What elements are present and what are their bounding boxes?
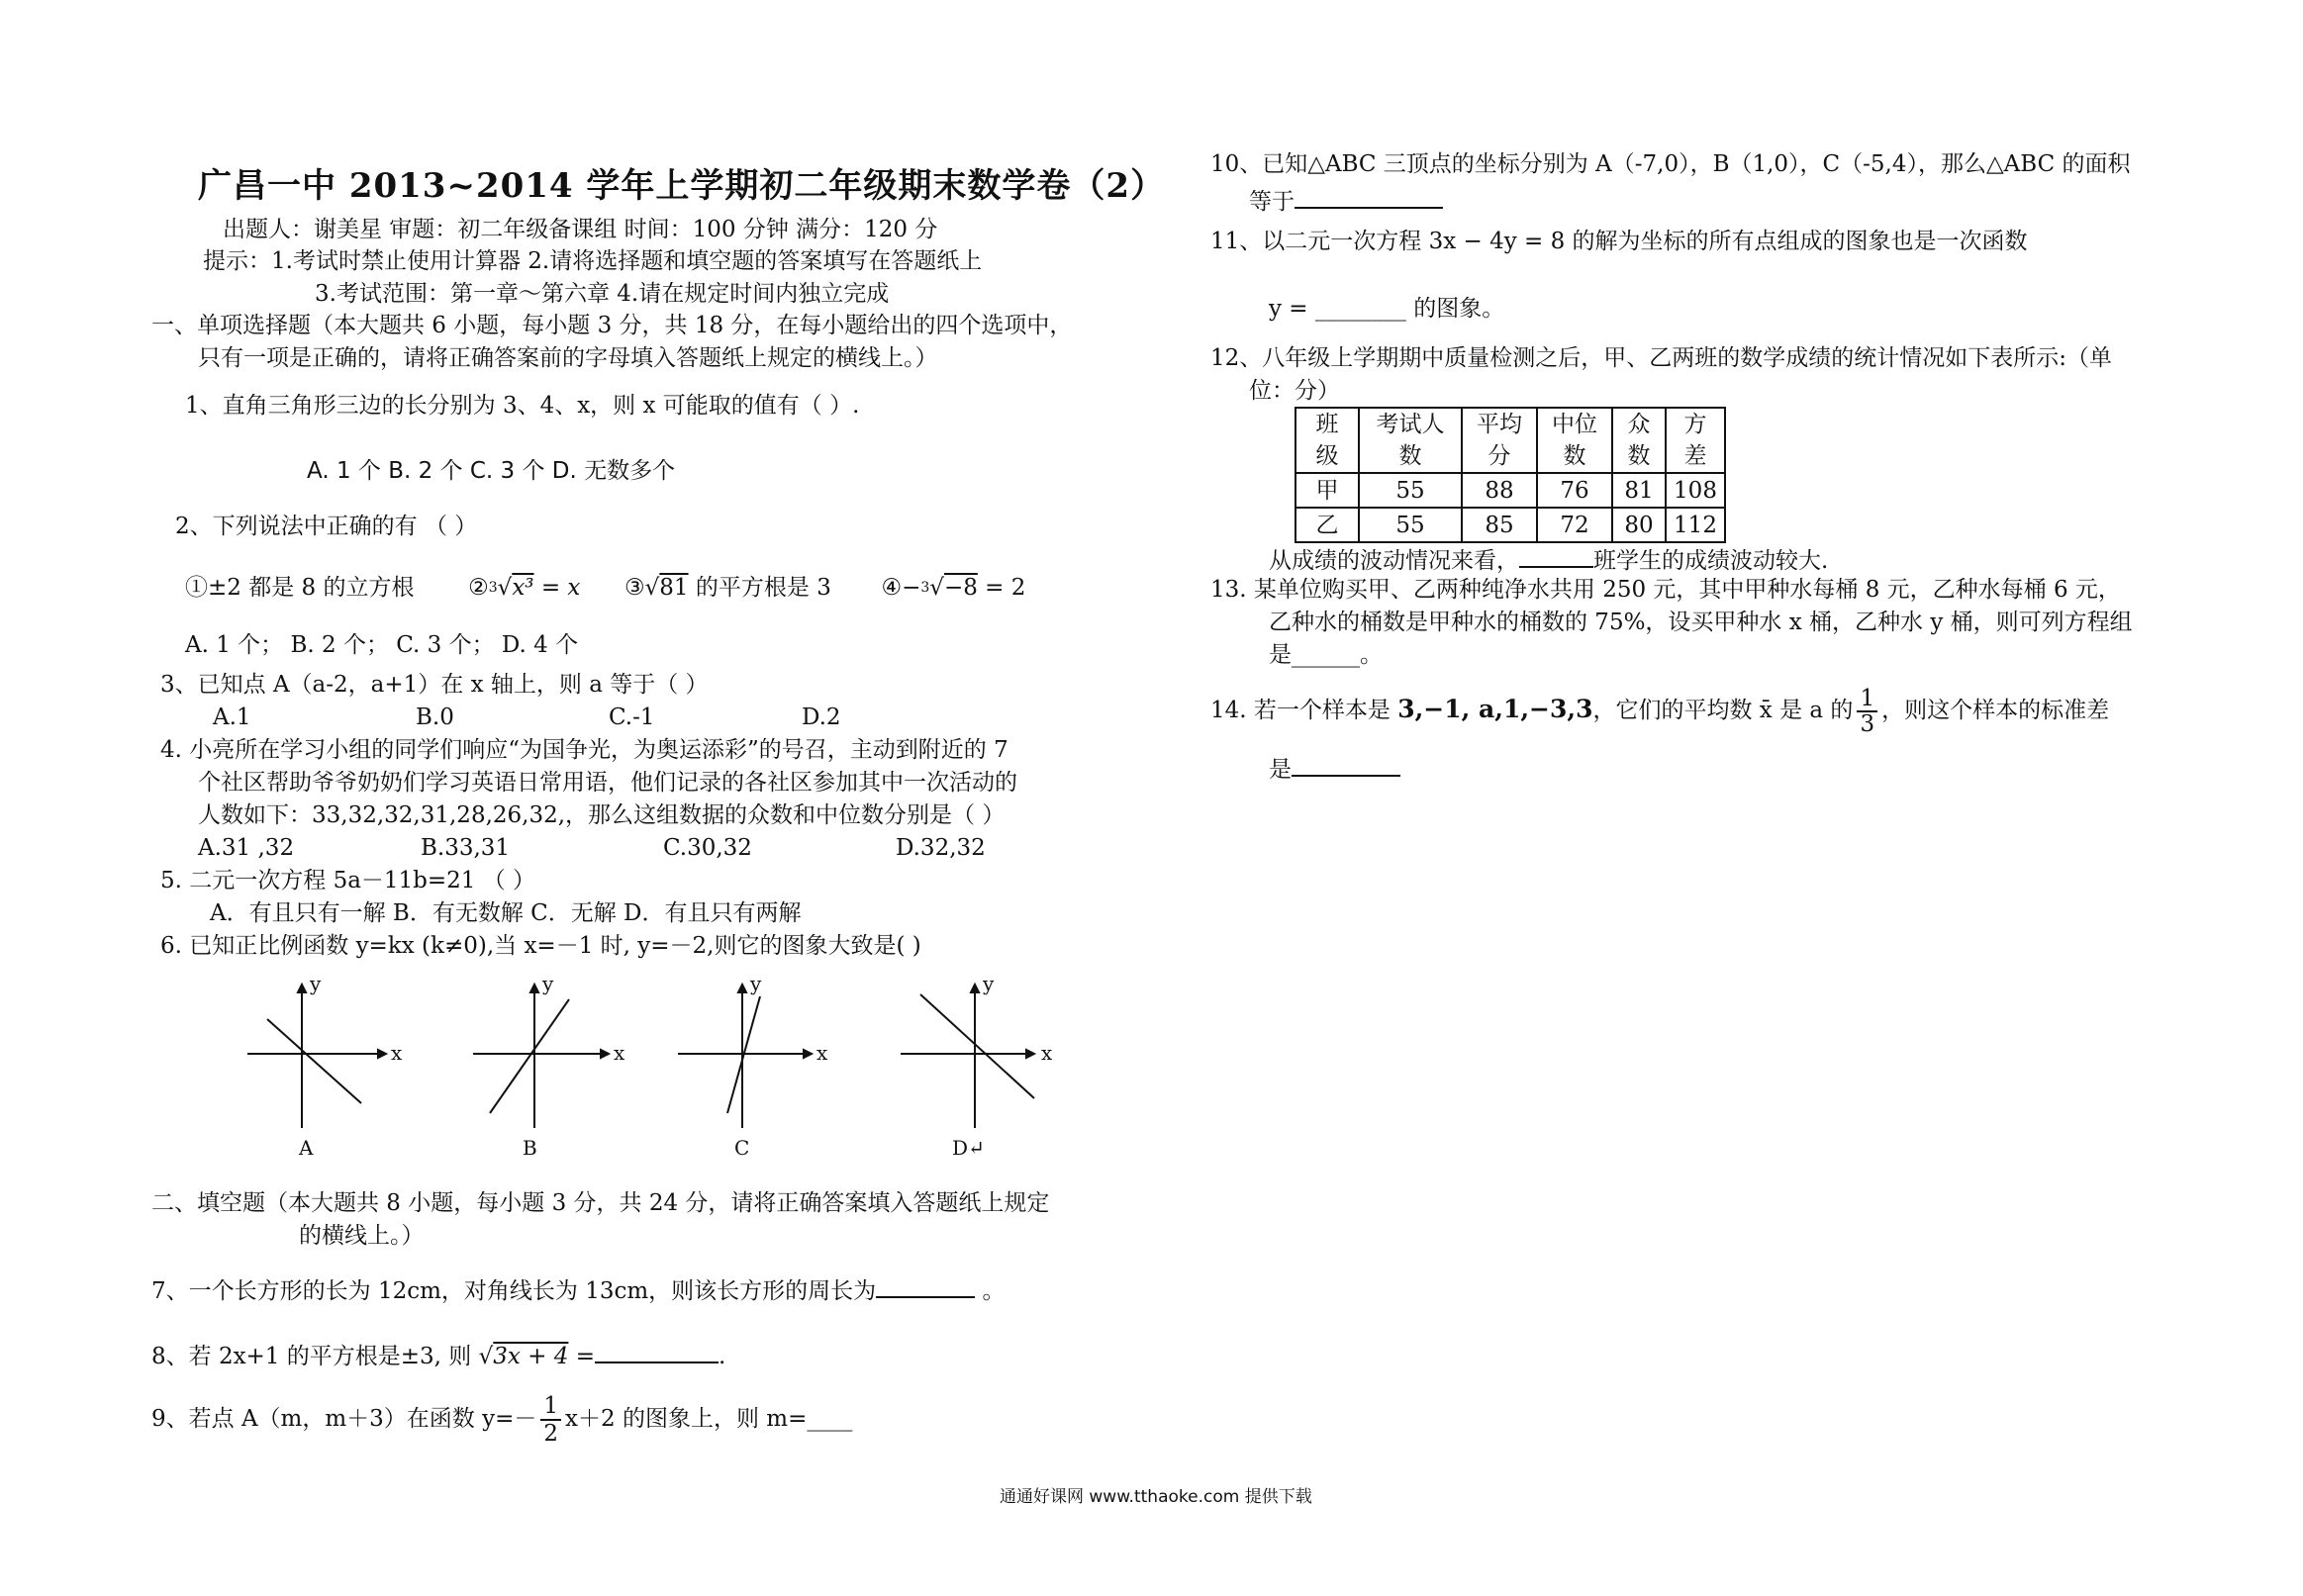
table-header-cell: 考试人 数 <box>1359 408 1462 473</box>
exam-tips-line1: 提示：1.考试时禁止使用计算器 2.请将选择题和填空题的答案填写在答题纸上 <box>203 248 983 274</box>
q7-text: 7、一个长方形的长为 12cm，对角线长为 13cm，则该长方形的周长为 <box>151 1278 877 1304</box>
q2-stem: 2、下列说法中正确的有 （ ） <box>175 514 478 539</box>
table-cell: 甲 <box>1295 473 1359 508</box>
q9-text: 9、若点 A（m，m＋3）在函数 y=－ <box>151 1406 537 1432</box>
q6-a-x-label: x <box>391 1041 403 1065</box>
table-cell: 88 <box>1462 473 1537 508</box>
q6-graph-d <box>901 985 1034 1128</box>
q4-line2: 个社区帮助爷爷奶奶们学习英语日常用语，他们记录的各社区参加其中一次活动的 <box>198 770 1017 796</box>
q14-answer-blank <box>1292 749 1400 777</box>
exam-tips-line2: 3.考试范围：第一章～第六章 4.请在规定时间内独立完成 <box>315 281 890 307</box>
q8: 8、若 2x+1 的平方根是±3, 则 √3x + 4 = . <box>151 1336 725 1373</box>
table-header-cell: 中位 数 <box>1537 408 1612 473</box>
q2-statement-3: ③√81 的平方根是 3 <box>624 575 831 601</box>
q4-line1: 4. 小亮所在学习小组的同学们响应“为国争光，为奥运添彩”的号召，主动到附近的 7 <box>160 737 1008 763</box>
q6-graph-a <box>247 985 386 1128</box>
q5-options: A．有且只有一解 B．有无数解 C．无解 D．有且只有两解 <box>210 900 802 926</box>
q3-option-c: C.-1 <box>609 704 655 730</box>
q6-label-a: A <box>299 1136 314 1160</box>
q2-statement-4: ④−$^3$√−8 = 2 <box>881 575 1026 601</box>
q6-graph-options <box>238 965 1089 1168</box>
q10-line2: 等于 <box>1249 181 1443 219</box>
q3-option-b: B.0 <box>416 704 454 730</box>
q12-line1: 12、八年级上学期期中质量检测之后，甲、乙两班的数学成绩的统计情况如下表所示:（单 <box>1210 345 2113 371</box>
section2-heading: 二、填空题（本大题共 8 小题，每小题 3 分，共 24 分，请将正确答案填入答题纸上规定 <box>151 1190 1050 1216</box>
q6-graph-b <box>473 985 609 1128</box>
q6-label-d: D↵ <box>952 1136 985 1160</box>
section1-heading-cont: 只有一项是正确的，请将正确答案前的字母填入答题纸上规定的横线上。） <box>198 345 938 371</box>
table-cell: 72 <box>1537 508 1612 542</box>
q1-stem: 1、直角三角形三边的长分别为 3、4、x，则 x 可能取的值有（ ）. <box>185 393 860 419</box>
table-cell: 55 <box>1359 473 1462 508</box>
table-cell: 108 <box>1666 473 1725 508</box>
q13-line1: 13. 某单位购买甲、乙两种纯净水共用 250 元，其中甲种水每桶 8 元，乙种水每桶 6 元， <box>1210 577 2121 603</box>
table-cell: 112 <box>1666 508 1725 542</box>
q14-line2: 是 <box>1269 749 1400 787</box>
q7: 7、一个长方形的长为 12cm，对角线长为 13cm，则该长方形的周长为 。 <box>151 1270 1005 1308</box>
table-cell: 76 <box>1537 473 1612 508</box>
q8-answer-blank <box>595 1336 719 1363</box>
q11-line1: 11、以二元一次方程 3x − 4y = 8 的解为坐标的所有点组成的图象也是一次函数 <box>1210 229 2028 254</box>
table-cell: 80 <box>1612 508 1666 542</box>
q8-text: 8、若 2x+1 的平方根是±3, 则 <box>151 1344 472 1369</box>
q11-line2: y = ________ 的图象。 <box>1269 296 1505 322</box>
q6-d-x-label: x <box>1041 1041 1053 1065</box>
q12-after: 从成绩的波动情况来看， 班学生的成绩波动较大. <box>1269 540 1828 578</box>
q6-d-y-label: y <box>983 972 995 995</box>
q4-line3: 人数如下：33,32,32,31,28,26,32,，那么这组数据的众数和中位数分别是（ ） <box>198 802 1006 828</box>
table-header-cell: 方 差 <box>1666 408 1725 473</box>
q4-option-d: D.32,32 <box>896 835 986 861</box>
q13-line2: 乙种水的桶数是甲种水的桶数的 75%，设买甲种水 x 桶，乙种水 y 桶，则可列方程组 <box>1269 610 2133 635</box>
q6-label-c: C <box>734 1136 750 1160</box>
q5-stem: 5. 二元一次方程 5a－11b=21 （ ） <box>160 868 536 893</box>
table-cell: 55 <box>1359 508 1462 542</box>
q3-option-a: A.1 <box>213 704 251 730</box>
q6-b-y-label: y <box>542 972 554 995</box>
table-row <box>1295 473 1725 508</box>
q6-stem: 6. 已知正比例函数 y=kx (k≠0),当 x=－1 时, y=－2,则它的图象大致是( ) <box>160 933 921 959</box>
table-cell: 81 <box>1612 473 1666 508</box>
q6-a-y-label: y <box>310 972 322 995</box>
table-header-cell: 众 数 <box>1612 408 1666 473</box>
section2-heading-cont: 的横线上。） <box>299 1223 425 1249</box>
table-row <box>1295 508 1725 542</box>
table-header-row <box>1295 408 1725 473</box>
q7-answer-blank <box>876 1270 975 1298</box>
q9: 9、若点 A（m，m＋3）在函数 y=－ $\frac{1}{2}$ x＋2 的图象上，则 m=____ <box>151 1393 853 1447</box>
exam-meta: 出题人：谢美星 审题：初二年级备课组 时间：100 分钟 满分：120 分 <box>223 217 938 242</box>
q13-line3: 是______。 <box>1269 642 1383 668</box>
q12-answer-blank <box>1519 540 1593 568</box>
q4-option-c: C.30,32 <box>663 835 752 861</box>
q3-stem: 3、已知点 A（a-2，a+1）在 x 轴上，则 a 等于（ ） <box>160 672 709 698</box>
q2-options: A. 1 个； B. 2 个； C. 3 个； D. 4 个 <box>185 632 579 658</box>
q2-statements <box>185 572 1025 605</box>
q10-answer-blank <box>1295 181 1443 209</box>
table-header-cell: 平均 分 <box>1462 408 1537 473</box>
q4-option-a: A.31 ,32 <box>198 835 295 861</box>
q6-c-y-label: y <box>750 972 762 995</box>
q4-option-b: B.33,31 <box>421 835 511 861</box>
page-title: 广昌一中 2013~2014 学年上学期初二年级期末数学卷（2） <box>198 166 1166 206</box>
q1-options: A. 1 个 B. 2 个 C. 3 个 D. 无数多个 <box>307 458 676 484</box>
q6-label-b: B <box>523 1136 537 1160</box>
table-cell: 85 <box>1462 508 1537 542</box>
q6-b-x-label: x <box>614 1041 625 1065</box>
q6-graph-c <box>678 985 812 1128</box>
q12-line2: 位：分） <box>1249 378 1340 404</box>
footer-credit: 通通好课网 www.tthaoke.com 提供下载 <box>1000 1487 1312 1507</box>
table-cell: 乙 <box>1295 508 1359 542</box>
q6-c-x-label: x <box>816 1041 828 1065</box>
q14-line1: 14. 若一个样本是 3,−1, a,1,−3,3，它们的平均数 x̄ 是 a 的 $\frac{1}{3}$ ，则这个样本的标准差 <box>1210 686 2110 737</box>
table-header-cell: 班 级 <box>1295 408 1359 473</box>
q2-statement-1: ①±2 都是 8 的立方根 <box>185 575 415 601</box>
q3-option-d: D.2 <box>802 704 841 730</box>
q10-line1: 10、已知△ABC 三顶点的坐标分别为 A（-7,0），B（1,0），C（-5,4），那么△ABC 的面积 <box>1210 151 2131 177</box>
q2-statement-2: ②$^3$√x³ = x <box>468 575 581 601</box>
q12-score-table <box>1295 407 1726 543</box>
section1-heading: 一、单项选择题（本大题共 6 小题，每小题 3 分，共 18 分，在每小题给出的四个选项中， <box>151 313 1073 338</box>
